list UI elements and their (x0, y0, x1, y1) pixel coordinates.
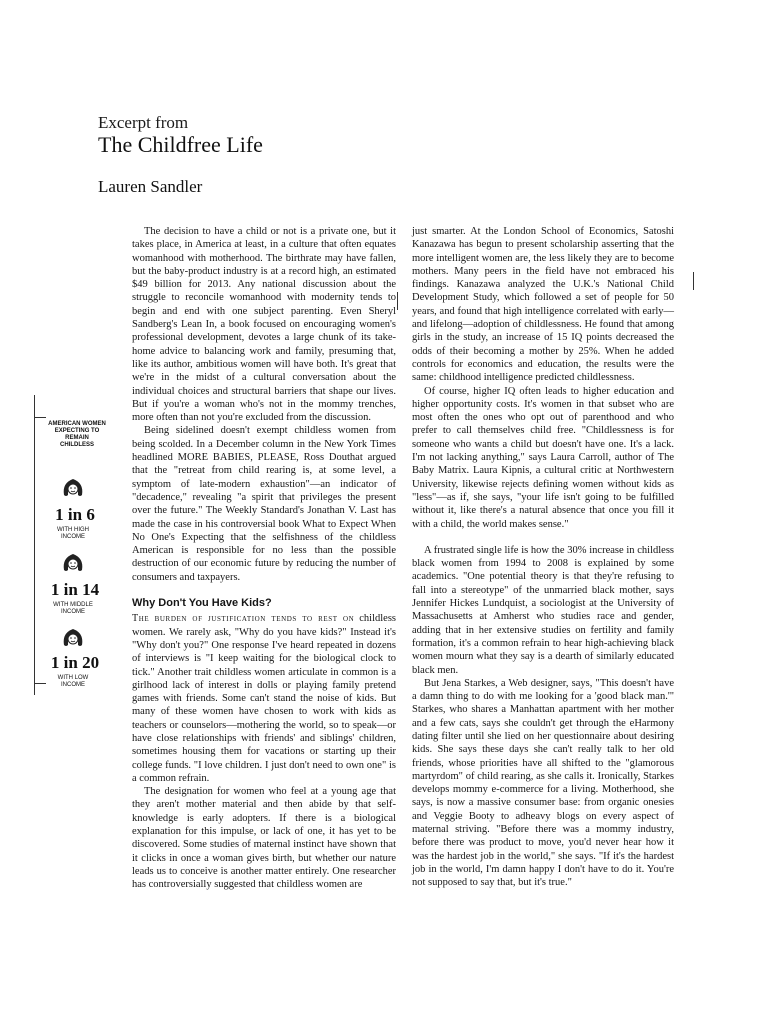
sidebar-heading: AMERICAN WOMEN EXPECTING TO REMAIN CHILDLESS (48, 421, 106, 448)
stat-middle-income-label: WITH MIDDLE INCOME (53, 602, 93, 615)
margin-mark (397, 292, 398, 310)
section-subhead: Why Don't You Have Kids? (132, 597, 272, 610)
stat-low-income-value: 1 in 20 (50, 653, 100, 672)
woman-face-icon (60, 550, 86, 576)
paragraph: Of course, higher IQ often leads to higher education and higher opportunity costs. It's women in that subset who are most often the ones who opt out of parenthood and who prefer to call themselves child free. "Childlessness is for someone who wants a child but doesn't have one. It's a lack. I'm not lacking anything," says Laura Carroll, author of The Baby Matrix. Laura Kipnis, a cultural critic at Northwestern University, likewise rejects defining women without kids as "less"—as if, she says, "your life isn't going to be fulfilled without it, like there's a natural absence that once you fill it with a child, the world makes sense." (412, 385, 674, 530)
sidebar-rule (34, 395, 35, 695)
lead-in: The burden of justification tends to rest on (132, 613, 355, 625)
sidebar-tick (34, 417, 46, 418)
paragraph-body: childless women. We rarely ask, "Why do you have kids?" Instead it's "Why don't you?" One response I've heard repeated in dozens of interviews is "I keep waiting for the biological clock to tick." Another trait childless women articulate in common is a girlhood lack of interest in dolls or playing family pretend games with friends. Some can't stand the noise of kids. But many of these women have chosen to work with kids as teachers or counselors—mothering the world, so to speak—or have close relationships with friends' and siblings' children, sometimes housing them for vacations or starting up their college funds. "I love children. I just don't need to own one" is a common refrain. (132, 613, 396, 784)
excerpt-kicker: Excerpt from (98, 113, 189, 132)
paragraph: just smarter. At the London School of Economics, Satoshi Kanazawa has begun to present scholarship asserting that the more intelligent women are, the less likely they are to become mothers. Many peers in the field have not embraced his findings. Kanazawa analyzed the U.K.'s National Child Development Study, which followed a set of people for 50 years, and found that high intelligence correlated with early—and lifelong—adoption of childlessness. He found that among girls in the study, an increase of 15 IQ points decreased the odds of their becoming a mother by 25%. When he added controls for economics and education, the results were the same: childhood intelligence predicted childlessness. (412, 226, 674, 384)
sidebar-tick (34, 683, 46, 684)
paragraph: The designation for women who feel at a young age that they aren't mother material and then abide by that self-knowledge is early adopters. If there is a biological explanation for this impulse, or lack of one, it has yet to be discovered. Some studies of maternal instinct have shown that it clicks in once a woman gives birth, but whether our nature leads us to conceive is another matter entirely. One researcher has controversially suggested that childless women are (132, 786, 396, 891)
paragraph: Being sidelined doesn't exempt childless women from being scolded. In a December column in the New York Times headlined MORE BABIES, PLEASE, Ross Douthat argued that the "retreat from child rearing is, at some level, a symptom of late-modern exhaustion"—an indicator of "decadence," revealing "a spirit that privileges the present over the future." The Weekly Standard's Jonathan V. Last has made the case in his controversial book What to Expect When No One's Expecting that the selfishness of the childless American is responsible for no less than the possible destruction of our economic future by reducing the number of consumers and taxpayers. (132, 425, 396, 583)
article-column-left (132, 225, 396, 892)
childless-stats-sidebar (30, 395, 115, 695)
woman-face-icon (60, 475, 86, 501)
paragraph: The decision to have a child or not is a private one, but it takes place, in America at least, in a culture that often equates womanhood with motherhood. The birthrate may have fallen, but the baby-product industry is at a record high, an estimated $49 billion for 2013. Any national discussion about the struggle to reconcile womanhood with modernity tends to begin and end with one subject parenting. Even Sheryl Sandberg's Lean In, a book focused on encouraging women's professional development, devotes a large chunk of its take-home advice to balancing work and family, presuming that, like its author, ambitious women will have both. It's great that we're in the midst of a cultural conversation about the individual choices and structural barriers that shape our lives. But if you're a woman who's not in the mommy trenches, more often than not you're excluded from the discussion. (132, 226, 396, 424)
paragraph (132, 612, 396, 785)
article-column-right (412, 225, 674, 890)
author-byline: Lauren Sandler (98, 177, 203, 196)
stat-low-income-label: WITH LOW INCOME (57, 675, 89, 688)
woman-face-icon (60, 625, 86, 651)
stat-middle-income-value: 1 in 14 (50, 580, 100, 599)
article-title: The Childfree Life (98, 132, 263, 157)
paragraph: But Jena Starkes, a Web designer, says, "This doesn't have a damn thing to do with me looking for a 'good black man.'" Starkes, who shares a Manhattan apartment with her mother and a few cats, says she couldn't get through the eHarmony dating filter until she lied on her questionnaire about desiring kids. She says these days she can't really talk to her old friends, whose priorities have all shifted to the "glamorous martyrdom" of child rearing, as she calls it. Ironically, Starkes develops mommy e-commerce for a living. Motherhood, she says, is now a massive consumer base: from organic onesies and Veggie Booty to adheavy blogs on every aspect of maternal striving. "Before there was a mommy industry, before there was product to move, you'd never hear how it was the hardest job in the world," she says. "If it's the hardest job in the world, I'm damn happy I don't have to do it. You're not supposed to say that, but it's true." (412, 677, 674, 889)
margin-mark (693, 272, 694, 290)
paragraph: A frustrated single life is how the 30% increase in childless black women from 1994 to 2008 is explained by some academics. "One potential theory is that they're refusing to fall into a stereotype" of the unmarried black mother, says Jennifer Hickes Lundquist, a sociologist at the University of Massachusetts at Amherst who studies race and gender, adding that in her extensive studies on fertility and family formation, it's a common refrain to hear high-achieving black women mourn what they say is a dearth of similarly educated black men. (412, 544, 674, 676)
stat-high-income-value: 1 in 6 (55, 505, 95, 524)
stat-high-income-label: WITH HIGH INCOME (57, 527, 89, 540)
